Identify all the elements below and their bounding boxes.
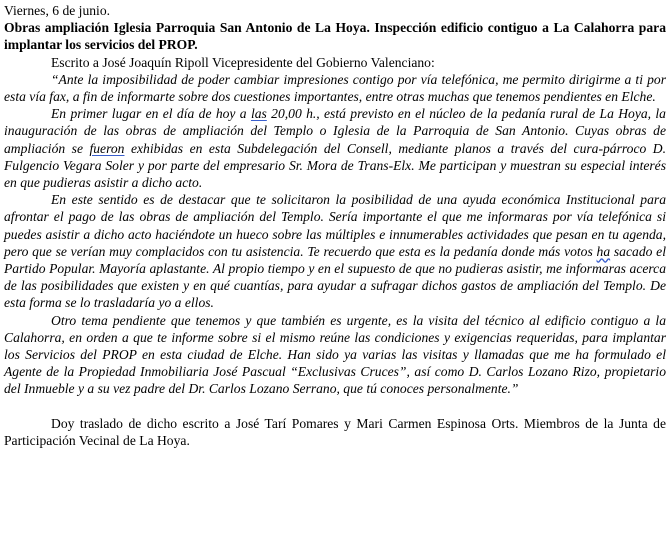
grammar-mark-las: las — [250, 106, 267, 122]
letter-paragraph-4: Otro tema pendiente que tenemos y que también es urgente, es la visita del técnico al edificio contiguo a la Calahorra, en orden a que te informe sobre si el mismo reúne las condiciones y exigencias requeridas, para implantar los Servicios del PROP en esta ciudad de Elche. Han sido ya varias las visitas y llamadas que me ha formulado el Agente de la Propiedad Inmobiliaria José Pascual “Exclusivas Cruces”, así como D. Carlos Lozano Rizo, propietario del Inmueble y a su vez padre del Dr. Carlos Lozano Serrano, que tú conoces personalmente.” — [4, 312, 666, 397]
grammar-mark-ha: ha — [596, 243, 611, 259]
letter-paragraph-2-part-a: En primer lugar en el día de hoy a — [51, 106, 251, 122]
letter-paragraph-3-part-a: En este sentido es de destacar que te solicitaron la posibilidad de una ayuda económica Institucional para afrontar el pago de las obras de ampliación del Templo. Sería importante el que me informaras por vía telefónica si puedes asistir a dicho acto haciéndote un hueco sobre las múltiples e innumerables actividades que pesan en tu agenda, pero que se verían muy complacidos con tu asistencia. Te recuerdo que esta es la pedanía donde más votos — [4, 192, 666, 259]
intro-line: Escrito a José Joaquín Ripoll Vicepresidente del Gobierno Valenciano: — [51, 54, 435, 70]
letter-paragraph-2-part-e: exhibidas en esta Subdelegación del Consell, mediante planos a través del cura-párroco D. Fulgencio Vegara Soler y por parte del empresario Sr. Mora de Trans-Elx. Me participan y muestran su especial interés en que pudieras asistir a dicho acto. — [4, 140, 666, 191]
letter-paragraph-3 — [4, 191, 666, 311]
grammar-mark-fueron: fueron — [89, 140, 125, 156]
letter-paragraph-2 — [4, 105, 666, 191]
date-line: Viernes, 6 de junio. — [4, 3, 111, 18]
closing-paragraph: Doy traslado de dicho escrito a José Tarí Pomares y Mari Carmen Espinosa Orts. Miembros de la Junta de Participación Vecinal de La Hoya. — [4, 415, 666, 449]
document-headline: Obras ampliación Iglesia Parroquia San Antonio de La Hoya. Inspección edificio contiguo a La Calahorra para implantar los servicios del PROP. — [4, 20, 666, 53]
letter-paragraph-1: “Ante la imposibilidad de poder cambiar impresiones contigo por vía telefónica, me permito dirigirme a ti por esta vía fax, a fin de informarte sobre dos cuestiones importantes, entre otras muchas que tenemos pendientes en Elche. — [4, 71, 666, 105]
letter-paragraph-3-part-c: sacado el Partido Popular. Mayoría aplastante. Al propio tiempo y en el supuesto de que no pudieras asistir, me informaras acerca de las posibilidades que existen y en qué cuantías, para ayudar a sufragar dichos gastos de ampliación del Templo. De esta forma se lo trasladaría yo a ellos. — [4, 243, 666, 311]
letter-paragraph-2-part-c: 20,00 h., está previsto en el núcleo de la pedanía rural de La Hoya, la inauguración de las obras de ampliación del Templo o Iglesia de la Parroquia de San Antonio. Cuyas obras de ampliación se — [4, 106, 666, 156]
